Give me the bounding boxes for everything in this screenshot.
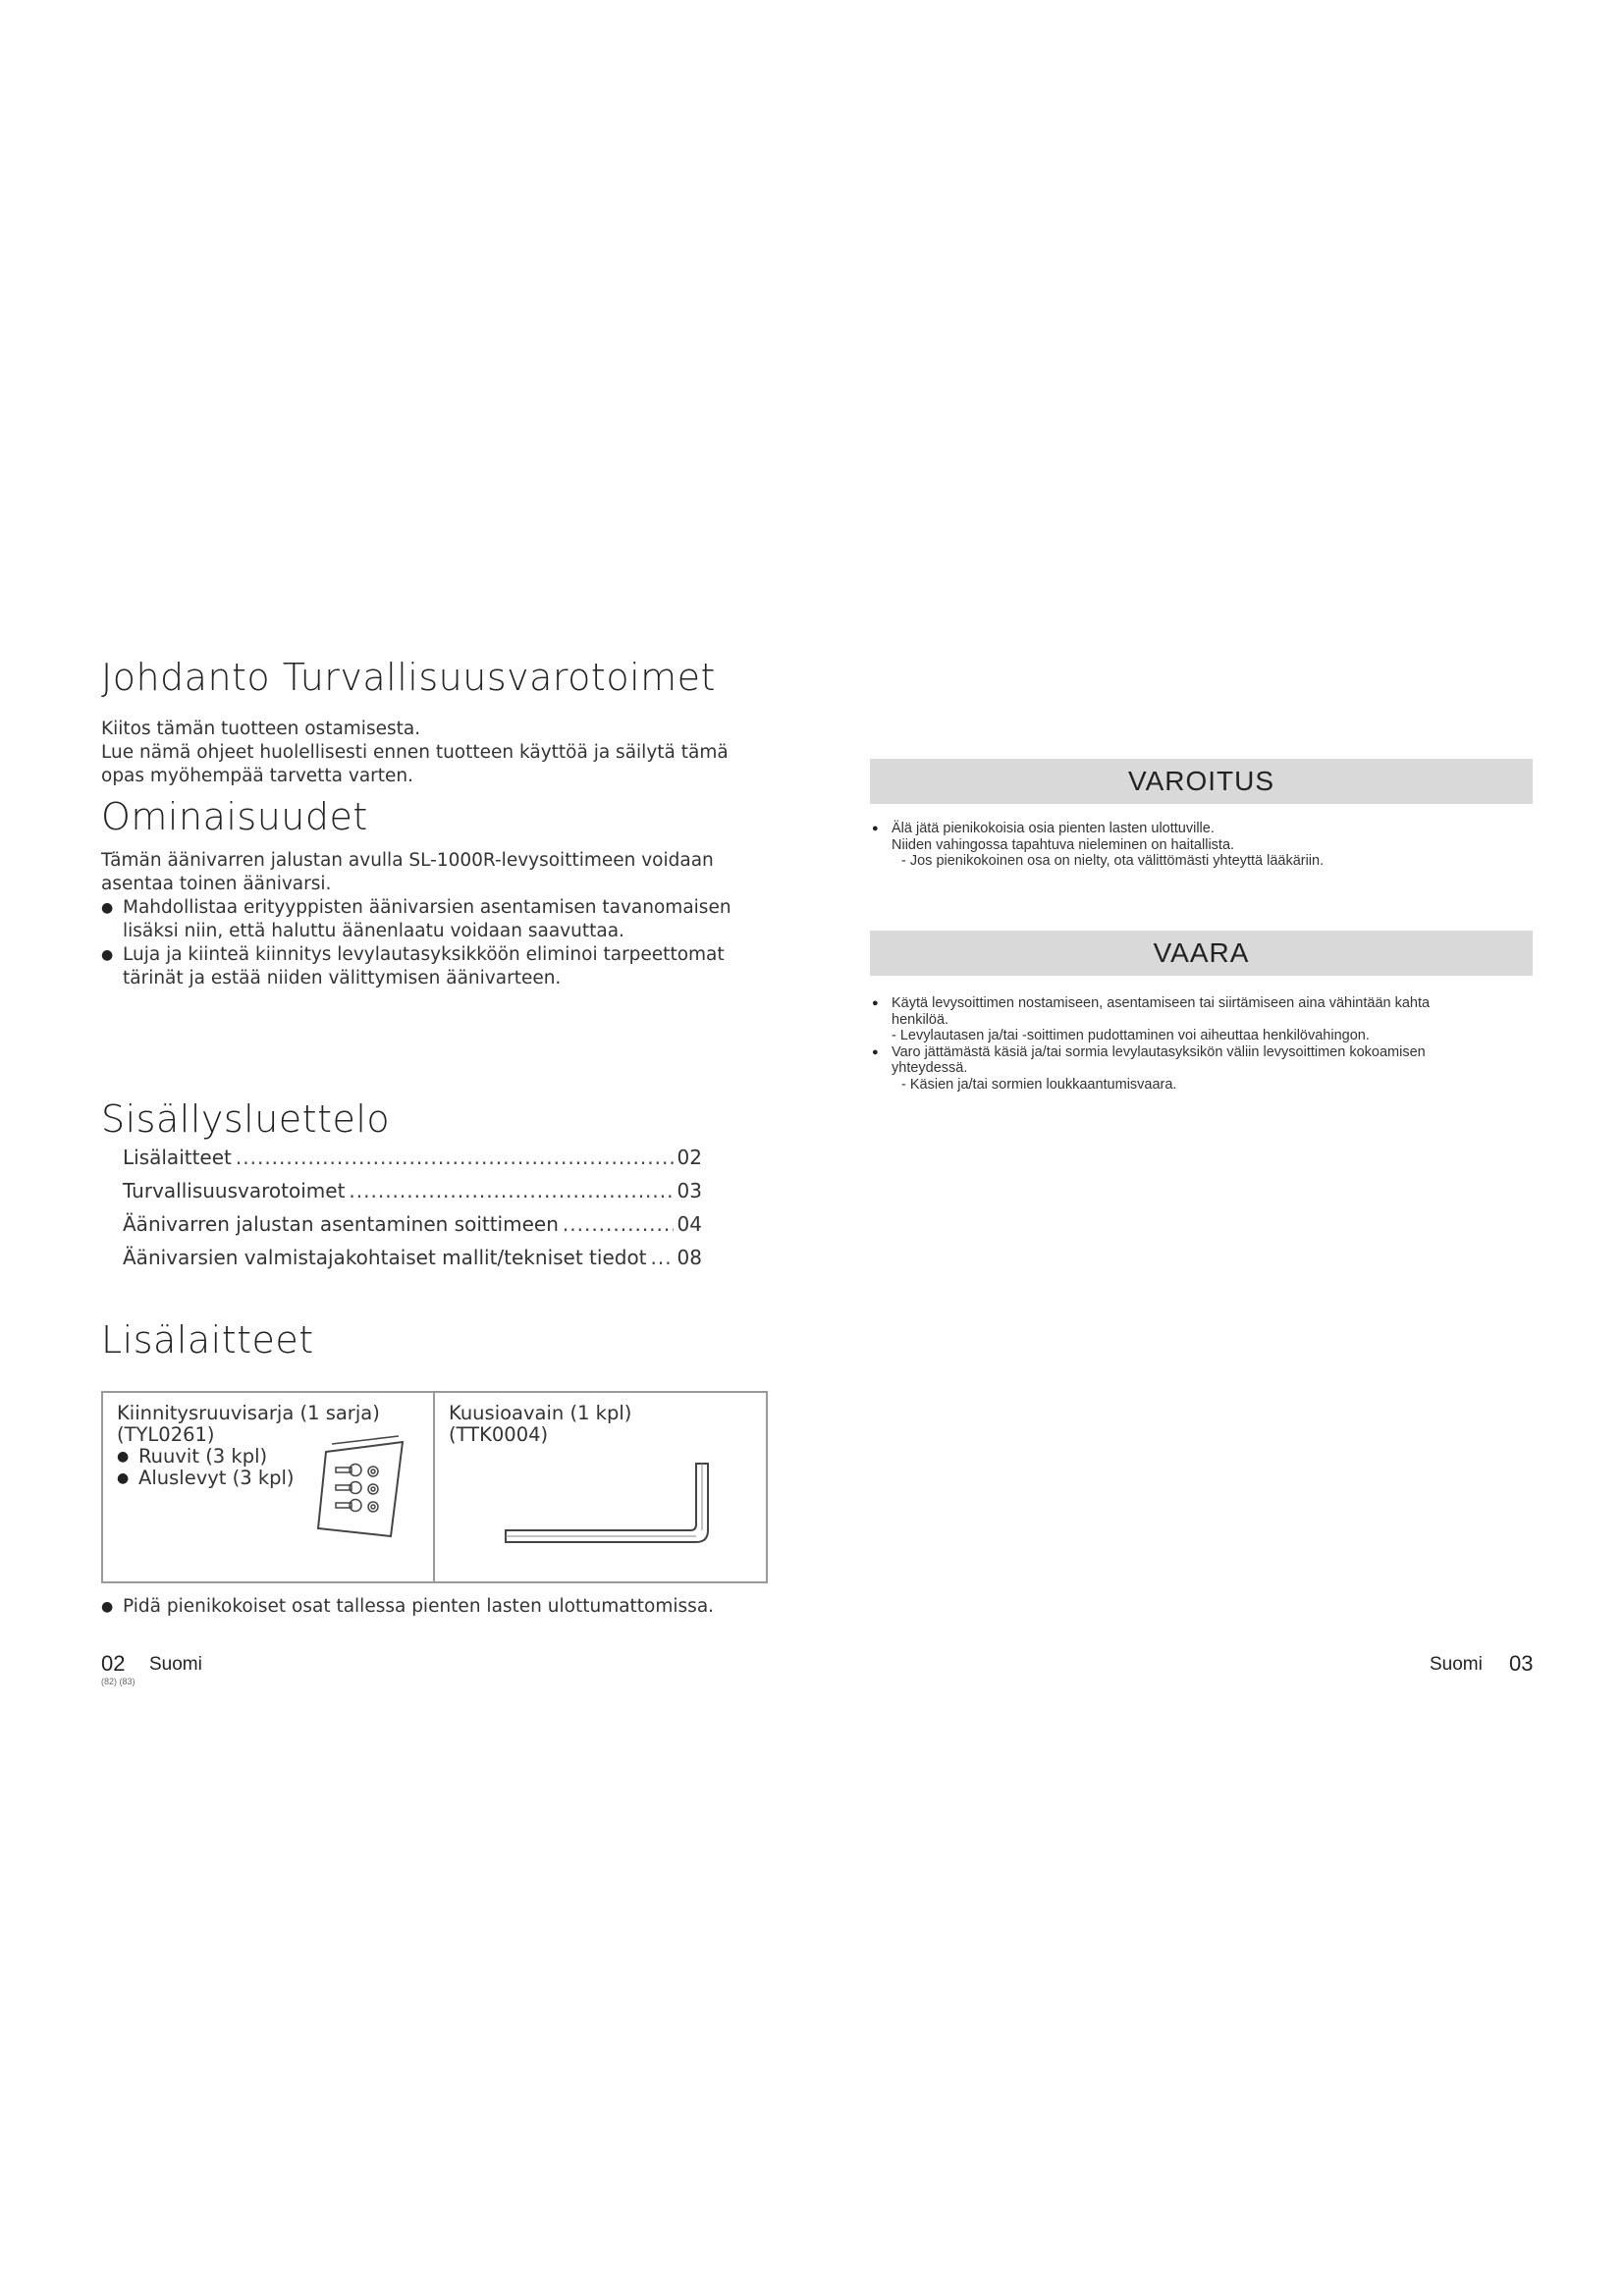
warning-text xyxy=(872,821,1540,870)
toc-heading: Sisällysluettelo xyxy=(101,1097,391,1141)
accessories-heading: Lisälaitteet xyxy=(101,1318,314,1362)
toc-page: 02 xyxy=(677,1146,702,1169)
features-bullet-line: ● Mahdollistaa erityyppisten äänivarsien asentamisen tavanomaisen xyxy=(123,897,731,918)
toc-label: Turvallisuusvarotoimet xyxy=(123,1179,346,1202)
features-text xyxy=(101,849,769,990)
hex-key-icon xyxy=(504,1462,720,1550)
accessory-item: ● Aluslevyt (3 kpl) xyxy=(117,1468,380,1489)
accessories-table xyxy=(101,1391,768,1583)
toc-row[interactable] xyxy=(123,1141,702,1174)
danger-line: ● Varo jättämästä käsiä ja/tai sormia levylautasyksikön väliin levysoittimen kokoamisen xyxy=(892,1043,1426,1060)
danger-line: - Käsien ja/tai sormien loukkaantumisvaara. xyxy=(901,1076,1177,1093)
toc-page: 08 xyxy=(677,1246,702,1269)
intro-line: Lue nämä ohjeet huolellisesti ennen tuotteen käyttöä ja säilytä tämä xyxy=(101,742,729,763)
warning-bullet xyxy=(872,821,1540,870)
accessories-note: ● Pidä pienikokoiset osat tallessa pienten lasten ulottumattomissa. xyxy=(101,1595,1624,1619)
intro-heading: Johdanto Turvallisuusvarotoimet xyxy=(101,656,716,699)
danger-line: - Levylautasen ja/tai -soittimen pudottaminen voi aiheuttaa henkilövahingon. xyxy=(892,1028,1370,1043)
toc-row[interactable] xyxy=(123,1241,702,1274)
toc-page: 03 xyxy=(677,1179,702,1202)
intro-text xyxy=(101,718,749,788)
danger-line: ● Käytä levysoittimen nostamiseen, asentamiseen tai siirtämiseen aina vähintään kahta xyxy=(892,995,1431,1011)
toc-row[interactable] xyxy=(123,1174,702,1207)
danger-line: yhteydessä. xyxy=(892,1060,968,1076)
features-bullet xyxy=(101,896,769,943)
toc-row[interactable] xyxy=(123,1207,702,1241)
intro-line: opas myöhempää tarvetta varten. xyxy=(101,766,414,786)
danger-bullet xyxy=(872,1044,1540,1094)
features-intro-line: asentaa toinen äänivarsi. xyxy=(101,874,332,894)
features-bullet-line: ● Luja ja kiinteä kiinnitys levylautasyksikköön eliminoi tarpeettomat xyxy=(123,944,725,965)
features-heading: Ominaisuudet xyxy=(101,795,368,838)
toc-label: Lisälaitteet xyxy=(123,1146,232,1169)
footer-left-small: (82) (83) xyxy=(101,1677,135,1686)
toc-label: Äänivarren jalustan asentaminen soittimeen xyxy=(123,1212,559,1236)
accessory-title: Kiinnitysruuvisarja (1 sarja) xyxy=(117,1402,380,1424)
warning-line: ● Älä jätä pienikokoisia osia pienten lasten ulottuville. xyxy=(892,821,1215,836)
danger-line: henkilöä. xyxy=(892,1011,949,1028)
footer-right-lang: Suomi xyxy=(1430,1654,1483,1675)
table-of-contents xyxy=(123,1141,702,1274)
danger-text xyxy=(872,995,1540,1093)
accessory-text xyxy=(449,1403,631,1446)
danger-bullet xyxy=(872,995,1540,1044)
screw-kit-bag-icon xyxy=(312,1434,410,1542)
accessory-item: ● Ruuvit (3 kpl) xyxy=(117,1446,380,1468)
warning-banner: VAROITUS xyxy=(870,759,1533,804)
warning-line: Niiden vahingossa tapahtuva nieleminen on haitallista. xyxy=(892,836,1235,853)
intro-line: Kiitos tämän tuotteen ostamisesta. xyxy=(101,719,421,739)
features-bullet-line: tärinät ja estää niiden välittymisen äänivarteen. xyxy=(123,968,562,988)
accessory-code: (TYL0261) xyxy=(117,1423,215,1446)
danger-banner: VAARA xyxy=(870,931,1533,976)
toc-page: 04 xyxy=(677,1212,702,1236)
accessory-cell-screw-kit xyxy=(103,1393,433,1581)
features-bullet xyxy=(101,943,769,990)
features-bullet-line: lisäksi niin, että haluttu äänenlaatu voidaan saavuttaa. xyxy=(123,921,624,941)
toc-label: Äänivarsien valmistajakohtaiset mallit/tekniset tiedot xyxy=(123,1246,647,1269)
footer-right-page: 03 xyxy=(1509,1651,1534,1676)
accessory-title: Kuusioavain (1 kpl) xyxy=(449,1402,632,1424)
accessory-cell-hex-key xyxy=(433,1393,766,1581)
footer-left-page: 02 xyxy=(101,1651,126,1676)
warning-line: - Jos pienikokoinen osa on nielty, ota välittömästi yhteyttä lääkäriin. xyxy=(901,853,1325,869)
footer-left-lang: Suomi xyxy=(149,1654,202,1675)
accessory-code: (TTK0004) xyxy=(449,1423,549,1446)
features-intro-line: Tämän äänivarren jalustan avulla SL-1000R-levysoittimeen voidaan xyxy=(101,850,714,871)
